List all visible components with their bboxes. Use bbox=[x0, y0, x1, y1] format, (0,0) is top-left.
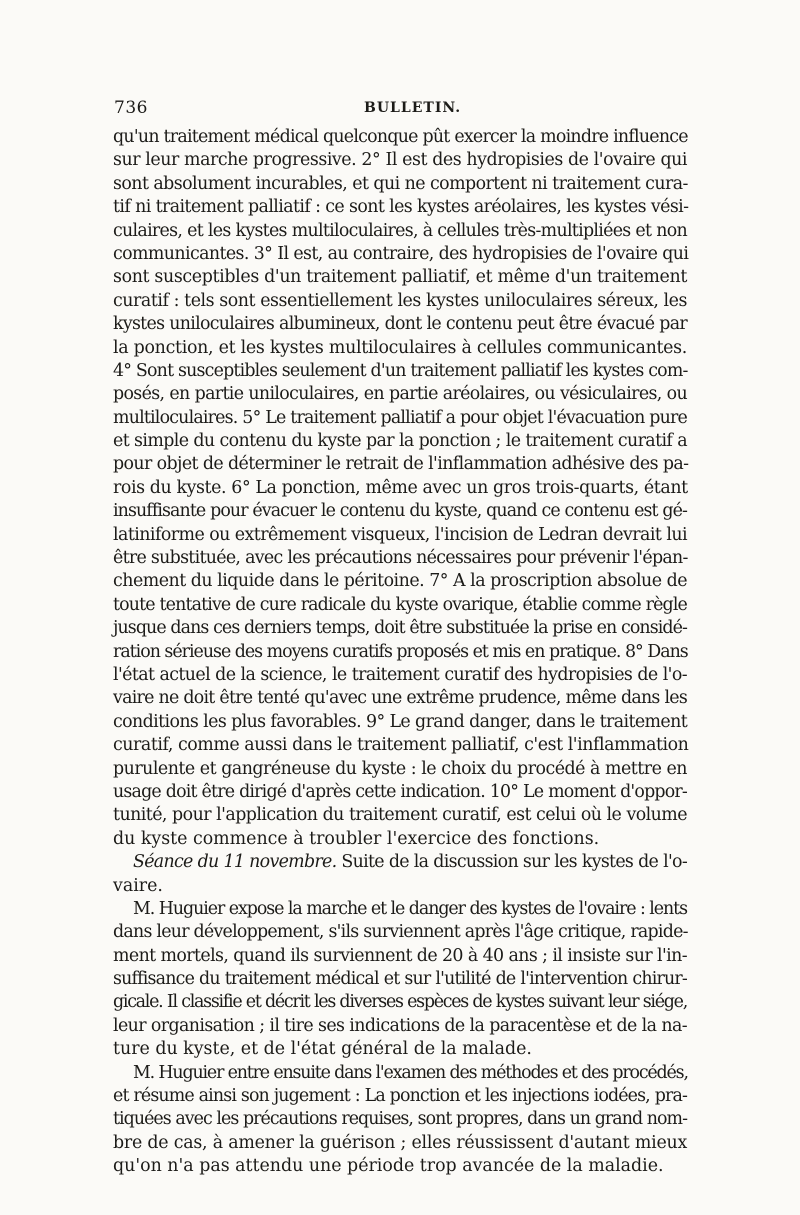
text-line: ration sérieuse des moyens curatifs proposés et mis en pratique. 8° Dans bbox=[113, 641, 688, 662]
text-line: et résume ainsi son jugement : La ponction et les injections iodées, pra- bbox=[113, 1086, 687, 1107]
text-line: ture du kyste, et de l'état général de la malade. bbox=[113, 1039, 532, 1060]
text-line: être substituée, avec les précautions nécessaires pour prévenir l'épan- bbox=[113, 548, 688, 569]
text-line: tunité, pour l'application du traitement curatif, est celui où le volume bbox=[113, 805, 687, 826]
text-line: leur organisation ; il tire ses indications de la paracentèse et de la na- bbox=[113, 1015, 687, 1036]
text-line: posés, en partie uniloculaires, en partie aréolaires, ou vésiculaires, ou bbox=[113, 384, 687, 405]
text-line: sont absolument incurables, et qui ne comportent ni traitement cura- bbox=[113, 173, 688, 194]
text-line: purulente et gangréneuse du kyste : le choix du procédé à mettre en bbox=[113, 758, 687, 779]
running-header bbox=[114, 98, 686, 122]
text-line: 4° Sont susceptibles seulement d'un traitement palliatif les kystes com- bbox=[113, 360, 688, 381]
text-line: communicantes. 3° Il est, au contraire, des hydropisies de l'ovaire qui bbox=[113, 243, 689, 264]
text-line: sur leur marche progressive. 2° Il est des hydropisies de l'ovaire qui bbox=[113, 150, 687, 171]
text-line: curatif, comme aussi dans le traitement palliatif, c'est l'inflammation bbox=[113, 735, 689, 756]
paragraph-seance bbox=[113, 851, 687, 898]
running-title: BULLETIN. bbox=[364, 100, 462, 116]
text-line: sont susceptibles d'un traitement palliatif, et même d'un traitement bbox=[113, 267, 687, 288]
text-line: latiniforme ou extrêmement visqueux, l'incision de Ledran devrait lui bbox=[113, 524, 687, 545]
seance-label: Séance du 11 novembre. bbox=[133, 852, 337, 873]
paragraph-huguier-expose bbox=[113, 898, 687, 1062]
text-line: ment mortels, quand ils surviennent de 20 à 40 ans ; il insiste sur l'in- bbox=[113, 945, 687, 966]
text-line: jusque dans ces derniers temps, doit être substituée la prise en considé- bbox=[113, 618, 687, 639]
text-line: vaire ne doit être tenté qu'avec une extrême prudence, même dans les bbox=[113, 688, 687, 709]
text-line: M. Huguier entre ensuite dans l'examen des méthodes et des procédés, bbox=[133, 1062, 688, 1083]
text-line: tiquées avec les précautions requises, sont propres, dans un grand nom- bbox=[113, 1109, 687, 1130]
paragraph-conclusions bbox=[113, 126, 687, 851]
text-line: suffisance du traitement médical et sur l'utilité de l'intervention chirur- bbox=[113, 969, 687, 990]
text-line: toute tentative de cure radicale du kyste ovarique, établie comme règle bbox=[113, 594, 687, 615]
text-line: vaire. bbox=[113, 875, 163, 896]
text-line: culaires, et les kystes multiloculaires, à cellules très-multipliées et non bbox=[113, 220, 687, 241]
text-line: qu'on n'a pas attendu une période trop avancée de la maladie. bbox=[113, 1156, 664, 1177]
text-line: dans leur développement, s'ils surviennent après l'âge critique, rapide- bbox=[113, 922, 688, 943]
text-line: pour objet de déterminer le retrait de l'inflammation adhésive des pa- bbox=[113, 454, 689, 475]
text-line: conditions les plus favorables. 9° Le grand danger, dans le traitement bbox=[113, 711, 688, 732]
body-text bbox=[113, 126, 687, 1179]
text-line: bre de cas, à amener la guérison ; elles réussissent d'autant mieux bbox=[113, 1132, 687, 1153]
text-line: l'état actuel de la science, le traitement curatif des hydropisies de l'o- bbox=[113, 664, 687, 685]
text-line: insuffisante pour évacuer le contenu du kyste, quand ce contenu est gé- bbox=[113, 501, 687, 522]
text-line: kystes uniloculaires albumineux, dont le contenu peut être évacué par bbox=[113, 314, 687, 335]
text-line: gicale. Il classifie et décrit les diverses espèces de kystes suivant leur siége, bbox=[113, 992, 687, 1013]
seance-line bbox=[113, 851, 687, 874]
text-line: tif ni traitement palliatif : ce sont les kystes aréolaires, les kystes vési- bbox=[113, 197, 689, 218]
text-line: la ponction, et les kystes multiloculaires à cellules communicantes. bbox=[113, 337, 687, 358]
text-line: du kyste commence à troubler l'exercice des fonctions. bbox=[113, 828, 600, 849]
text-line: M. Huguier expose la marche et le danger des kystes de l'ovaire : lents bbox=[133, 898, 687, 919]
page-number: 736 bbox=[114, 98, 148, 118]
text-line: chement du liquide dans le péritoine. 7° A la proscription absolue de bbox=[113, 571, 687, 592]
text-line: usage doit être dirigé d'après cette indication. 10° Le moment d'oppor- bbox=[113, 781, 687, 802]
text-line: et simple du contenu du kyste par la ponction ; le traitement curatif a bbox=[113, 431, 687, 452]
text-line: rois du kyste. 6° La ponction, même avec un gros trois-quarts, étant bbox=[113, 477, 688, 498]
text-line: qu'un traitement médical quelconque pût exercer la moindre influence bbox=[113, 127, 688, 147]
text-line: curatif : tels sont essentiellement les kystes uniloculaires séreux, les bbox=[113, 290, 687, 311]
seance-text: Suite de la discussion sur les kystes de l'o- bbox=[336, 852, 688, 873]
paragraph-huguier-methodes bbox=[113, 1062, 687, 1179]
text-line: multiloculaires. 5° Le traitement palliatif a pour objet l'évacuation pure bbox=[113, 407, 687, 428]
